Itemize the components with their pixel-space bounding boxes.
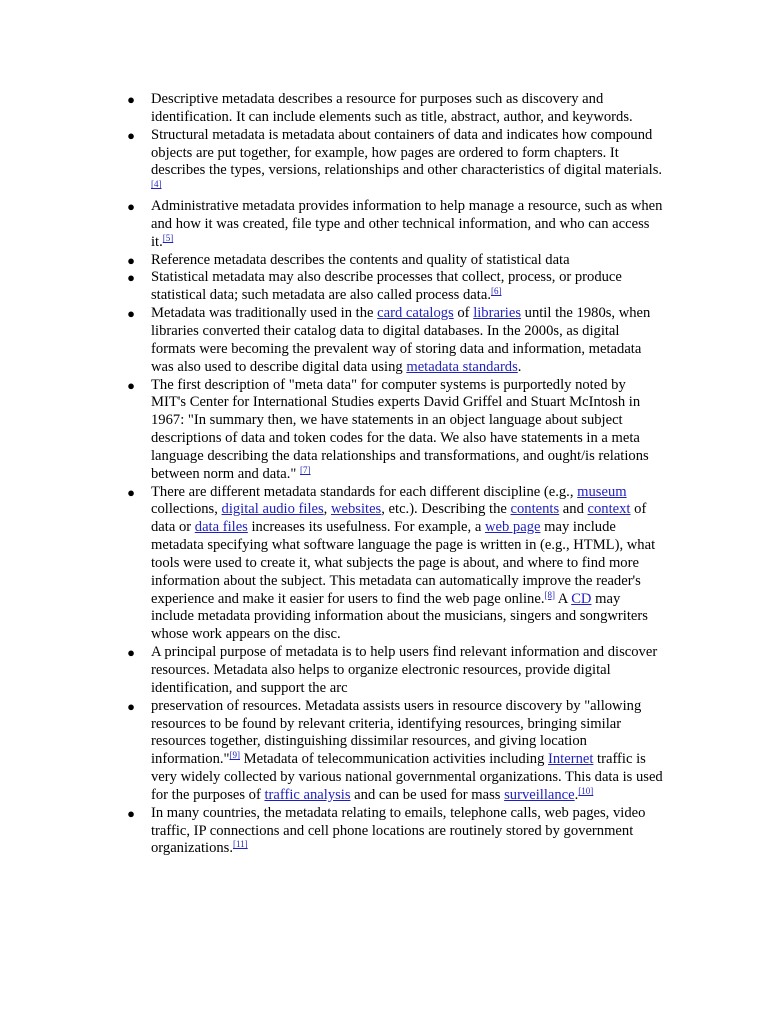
item-text: of — [453, 305, 474, 322]
link-libraries[interactable]: libraries — [473, 305, 522, 322]
citation-ref — [300, 465, 311, 475]
citation-link[interactable]: [10] — [578, 785, 594, 796]
citation-ref — [544, 590, 555, 600]
citation-link[interactable]: [4] — [151, 179, 162, 190]
citation-link[interactable]: [6] — [490, 286, 502, 297]
list-item — [127, 269, 663, 305]
item-text: may include metadata providing information about the musicians, singers and songwriters whose work appears on the disc. — [151, 590, 648, 643]
item-text: A principal purpose of metadata is to help users find relevant information and discover resources. Metadata also helps to organize electronic resources, provide digital identification, and support the arc — [151, 644, 658, 696]
citation-link[interactable]: [11] — [233, 839, 248, 850]
bullet-icon: ● — [127, 698, 135, 714]
link-card-catalogs[interactable]: card catalogs — [377, 305, 454, 322]
citation-link[interactable]: [9] — [229, 750, 241, 761]
bullet-icon: ● — [127, 199, 135, 215]
document-page — [0, 91, 768, 858]
bullet-icon: ● — [127, 805, 135, 821]
link-traffic-analysis[interactable]: traffic analysis — [264, 786, 351, 803]
bullet-icon: ● — [127, 377, 135, 393]
item-text: collections, — [151, 501, 222, 518]
item-text: Descriptive metadata describes a resource for purposes such as discovery and identification. It can include elements such as title, abstract, author, and keywords. — [151, 91, 633, 125]
item-text: and can be used for mass — [350, 786, 505, 803]
link-internet[interactable]: Internet — [548, 751, 594, 768]
link-contents[interactable]: contents — [510, 501, 560, 518]
citation-ref — [491, 286, 502, 296]
bullet-list — [0, 91, 768, 858]
link-context[interactable]: context — [587, 501, 631, 518]
citation-link[interactable]: [8] — [544, 589, 555, 600]
bullet-icon: ● — [127, 252, 135, 268]
item-text: traffic is very widely collected by various national governmental organizations. This data is used for the purposes of — [151, 751, 663, 803]
item-text: and — [559, 501, 588, 518]
link-websites[interactable]: websites — [330, 501, 382, 518]
item-text: Metadata of telecommunication activities including — [240, 751, 549, 768]
item-text: In many countries, the metadata relating to emails, telephone calls, web pages, video traffic, IP connections and cell phone locations are routinely stored by government organizations. — [151, 804, 646, 857]
list-item — [127, 483, 663, 645]
list-item — [127, 91, 663, 127]
list-item — [127, 251, 663, 270]
item-text: increases its usefulness. For example, a — [247, 519, 485, 536]
bullet-icon: ● — [127, 645, 135, 661]
citation-ref — [230, 750, 241, 760]
citation-link[interactable]: [7] — [300, 464, 311, 475]
bullet-icon: ● — [127, 484, 135, 500]
list-item — [127, 198, 663, 252]
item-text: Statistical metadata may also describe processes that collect, process, or produce statistical data; such metadata are also called process data. — [151, 269, 622, 304]
item-text: The first description of "meta data" for computer systems is purportedly noted by MIT's Center for International Studies experts David Griffel and Stuart McIntosh in 1967: "In summary then, we have statements in an object language about subject descriptions of data and token codes for the data. We also have statements in a meta language describing the data relationships and transformations, and ought/is relations between norm and data." — [151, 376, 649, 482]
item-text: of data or — [151, 501, 647, 536]
list-item — [127, 305, 663, 376]
item-text: , etc.). Describing the — [381, 501, 511, 518]
link-data-files[interactable]: data files — [194, 519, 248, 536]
citation-link[interactable]: [5] — [162, 232, 174, 243]
citation-ref — [151, 179, 162, 189]
link-museum[interactable]: museum — [577, 483, 627, 500]
citation-ref — [233, 839, 248, 849]
bullet-icon: ● — [127, 92, 135, 107]
link-metadata-standards[interactable]: metadata standards — [406, 358, 518, 375]
link-surveillance[interactable]: surveillance — [504, 786, 575, 803]
list-item — [127, 126, 663, 198]
item-text: , — [323, 501, 331, 518]
item-text: until the 1980s, when libraries converted their catalog data to digital databases. In the 2000s, as digital formats were becoming the prevalent way of storing data and information, metadata was also used to describe digital data using — [151, 305, 651, 375]
bullet-icon: ● — [127, 306, 135, 322]
bullet-icon: ● — [127, 270, 135, 286]
list-item — [127, 697, 663, 805]
bullet-icon: ● — [127, 127, 135, 143]
link-digital-audio-files[interactable]: digital audio files — [221, 501, 324, 518]
item-text: may include metadata specifying what software language the page is written in (e.g., HTML), what tools were used to create it, what subjects the page is about, and where to find more information about the subject. This metadata can automatically improve the reader's experience and make it easier for users to find the web page online. — [151, 519, 656, 607]
item-text: Metadata was traditionally used in the — [151, 305, 378, 322]
citation-ref — [163, 233, 174, 243]
list-item — [127, 644, 663, 698]
item-text: There are different metadata standards for each different discipline (e.g., — [151, 483, 578, 500]
item-text: A — [554, 590, 572, 607]
item-text: Structural metadata is metadata about containers of data and indicates how compound objects are put together, for example, how pages are ordered to form chapters. It describes the types, versions, relationships and other characteristics of digital materials. — [151, 126, 663, 179]
link-cd[interactable]: CD — [571, 590, 592, 607]
list-item — [127, 804, 663, 859]
item-text: preservation of resources. Metadata assists users in resource discovery by "allowing resources to be found by relevant criteria, identifying resources, bringing similar resources together, distinguishing dissimilar resources, and giving location information." — [151, 697, 642, 768]
item-text: . — [574, 786, 579, 803]
item-text: Administrative metadata provides information to help manage a resource, such as when and how it was created, file type and other technical information, and who can access it. — [151, 198, 663, 250]
item-text: . — [517, 358, 522, 375]
citation-ref — [578, 786, 593, 796]
item-text: Reference metadata describes the contents and quality of statistical data — [151, 251, 570, 268]
link-web-page[interactable]: web page — [484, 519, 541, 536]
list-item — [127, 376, 663, 484]
